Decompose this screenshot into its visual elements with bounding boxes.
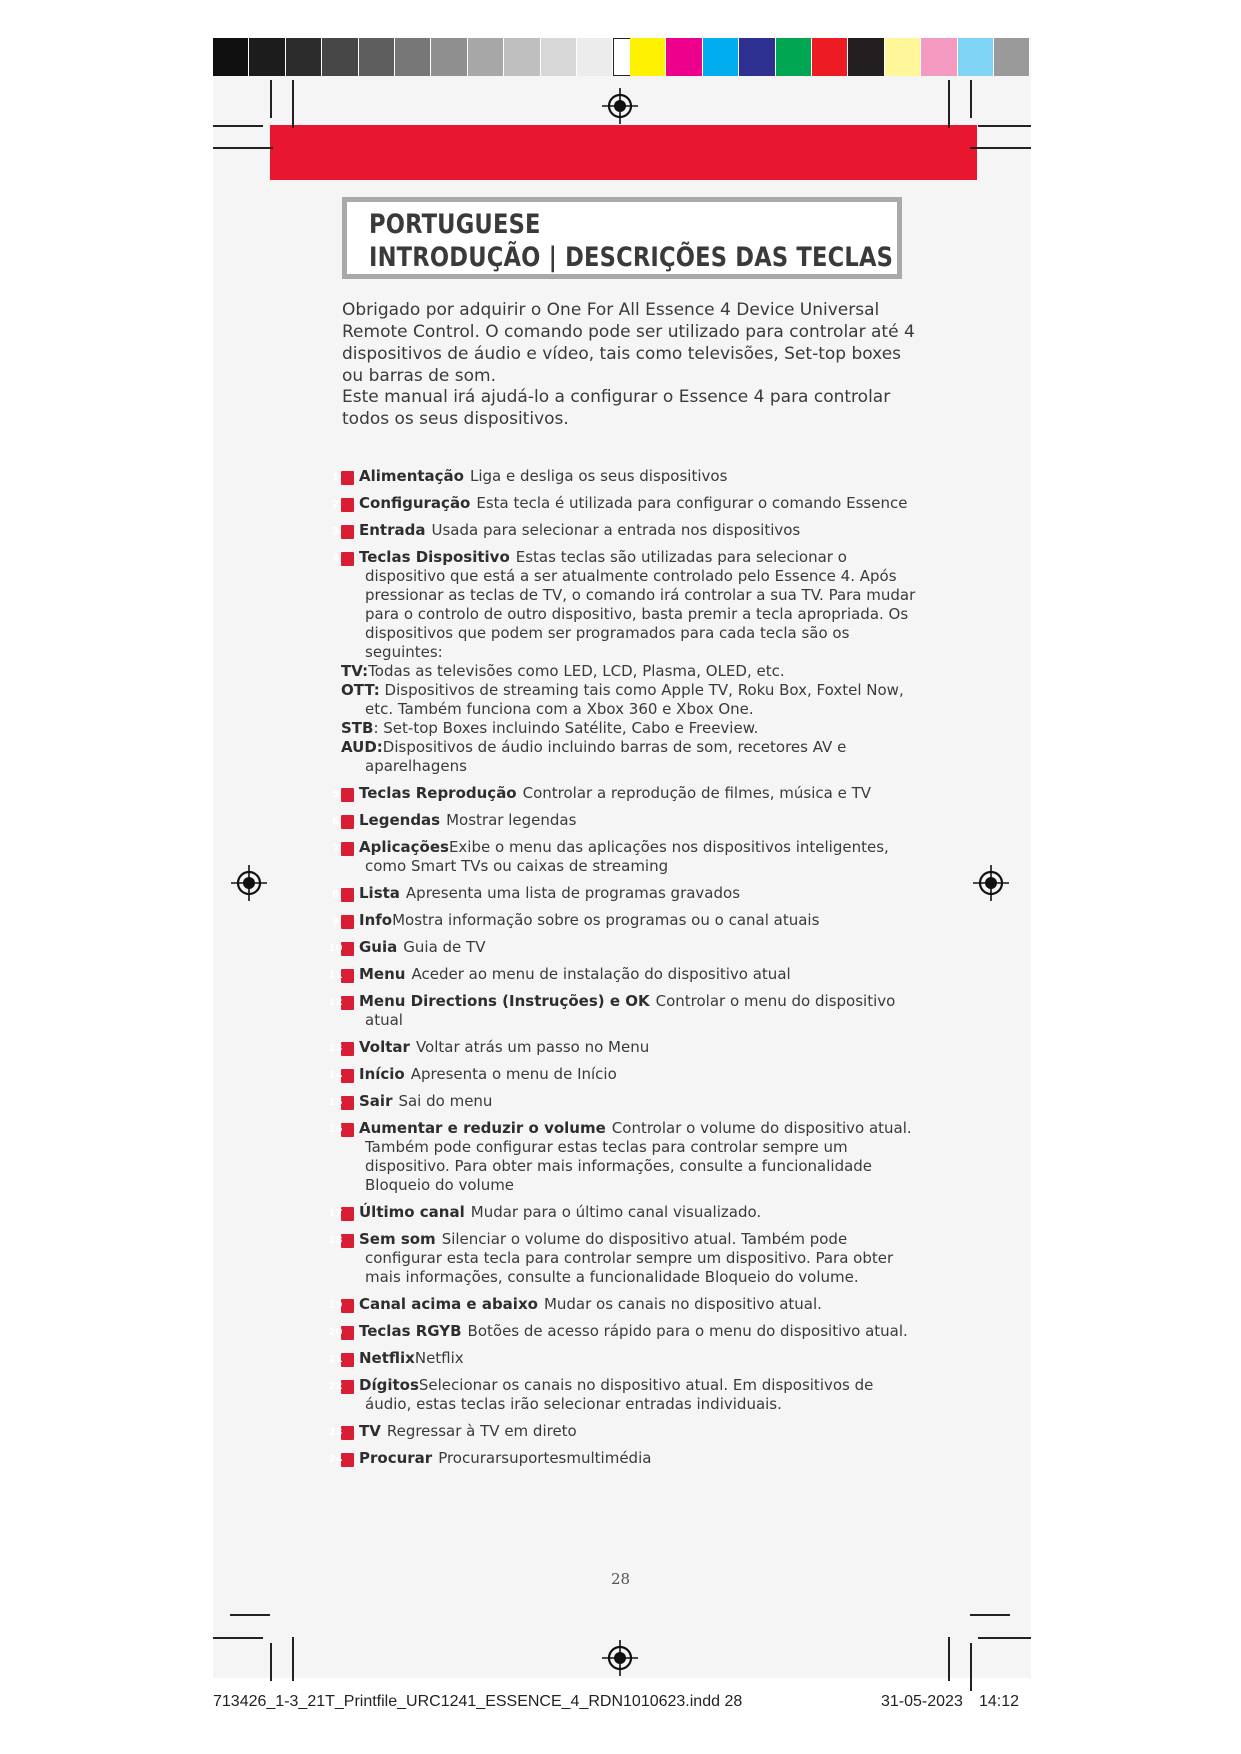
key-description-item <box>332 811 921 830</box>
crop-mark <box>213 1637 263 1639</box>
crop-mark <box>292 80 294 128</box>
key-descriptions-list <box>328 467 921 1476</box>
device-type-label: OTT: <box>341 681 380 699</box>
key-description-item <box>332 521 921 540</box>
item-number-badge: 9 <box>341 915 354 929</box>
key-label: Menu <box>359 965 406 983</box>
key-description-item <box>332 884 921 903</box>
item-number-badge: 4 <box>341 552 354 566</box>
color-swatch <box>630 38 666 76</box>
color-swatch <box>286 38 322 76</box>
device-type-text: Dispositivos de áudio incluindo barras de som, recetores AV e aparelhagens <box>365 738 847 775</box>
device-type-text: Dispositivos de streaming tais como Apple TV, Roku Box, Foxtel Now, etc. Também funciona com a Xbox 360 e Xbox One. <box>365 681 904 718</box>
key-label: Sem som <box>359 1230 436 1248</box>
color-swatch <box>885 38 921 76</box>
item-number-badge: 7 <box>341 842 354 856</box>
key-description: Exibe o menu das aplicações nos dispositivos inteligentes, como Smart TVs ou caixas de streaming <box>365 838 889 875</box>
key-description-item <box>328 1203 921 1222</box>
key-description-item <box>328 1230 921 1287</box>
gray-calibration-bar <box>213 38 650 76</box>
item-number-badge: 16 <box>341 1123 354 1137</box>
color-swatch <box>213 38 249 76</box>
red-header-band <box>270 125 977 180</box>
key-description: Aceder ao menu de instalação do dispositivo atual <box>411 965 791 983</box>
color-swatch <box>921 38 957 76</box>
registration-mark-icon <box>602 1640 638 1676</box>
key-label: Canal acima e abaixo <box>359 1295 538 1313</box>
title-box <box>342 197 902 279</box>
crop-mark <box>270 1643 272 1681</box>
key-description-item <box>328 1322 921 1341</box>
key-description: Botões de acesso rápido para o menu do dispositivo atual. <box>467 1322 908 1340</box>
key-label: Entrada <box>359 521 426 539</box>
key-label: Lista <box>359 884 400 902</box>
key-label: Info <box>359 911 393 929</box>
device-type-text: Todas as televisões como LED, LCD, Plasma, OLED, etc. <box>368 662 785 680</box>
color-swatch <box>994 38 1030 76</box>
key-description-item <box>328 1376 921 1414</box>
device-type-text: : Set-top Boxes incluindo Satélite, Cabo e Freeview. <box>373 719 759 737</box>
footer-filename: 713426_1-3_21T_Printfile_URC1241_ESSENCE_4_RDN1010623.indd 28 <box>213 1693 743 1710</box>
item-number-badge: 13 <box>341 1042 354 1056</box>
color-swatch <box>812 38 848 76</box>
device-type-label: TV: <box>341 662 369 680</box>
item-number-badge: 19 <box>341 1299 354 1313</box>
item-number-badge: 12 <box>341 996 354 1010</box>
crop-mark <box>948 80 950 128</box>
key-description: Controlar o menu do dispositivo atual <box>365 992 896 1029</box>
color-swatch <box>577 38 613 76</box>
item-number-badge: 6 <box>341 815 354 829</box>
crop-mark <box>213 125 263 127</box>
key-description-item <box>332 494 921 513</box>
key-description-item <box>332 467 921 486</box>
color-swatch <box>776 38 812 76</box>
key-label: TV <box>359 1422 381 1440</box>
item-number-badge: 20 <box>341 1326 354 1340</box>
color-swatch <box>322 38 358 76</box>
footer-time: 14:12 <box>979 1693 1020 1710</box>
key-description: Procurarsuportesmultimédia <box>438 1449 652 1467</box>
crop-mark <box>292 1637 294 1681</box>
key-label: Configuração <box>359 494 471 512</box>
item-number-badge: 2 <box>341 498 354 512</box>
key-description-item <box>328 1065 921 1084</box>
crop-mark <box>970 1614 1010 1616</box>
key-label: Guia <box>359 938 398 956</box>
crop-mark <box>978 125 1031 127</box>
color-swatch <box>359 38 395 76</box>
key-description: Netflix <box>414 1349 464 1367</box>
item-number-badge: 17 <box>341 1207 354 1221</box>
key-label: Aplicações <box>359 838 449 856</box>
color-swatch <box>431 38 467 76</box>
key-label: Alimentação <box>359 467 464 485</box>
key-label: Voltar <box>359 1038 410 1056</box>
key-description: Apresenta o menu de Início <box>410 1065 617 1083</box>
item-number-badge: 5 <box>341 788 354 802</box>
key-description: Liga e desliga os seus dispositivos <box>470 467 728 485</box>
crop-mark <box>270 80 272 118</box>
crop-mark <box>970 80 972 118</box>
key-description-item <box>328 1038 921 1057</box>
key-description: Silenciar o volume do dispositivo atual. Também pode configurar esta tecla para controlar sempre um dispositivo. Para obter mais informações, consulte a funcionalidade Bloqueio do volume. <box>365 1230 894 1286</box>
section-heading: INTRODUÇÃO | DESCRIÇÕES DAS TECLAS <box>369 242 894 273</box>
key-description: Regressar à TV em direto <box>386 1422 577 1440</box>
key-description: Esta tecla é utilizada para configurar o comando Essence <box>476 494 908 512</box>
key-label: Início <box>359 1065 405 1083</box>
key-description: Sai do menu <box>398 1092 493 1110</box>
key-label: Procurar <box>359 1449 433 1467</box>
key-description: Usada para selecionar a entrada nos dispositivos <box>431 521 801 539</box>
item-number-badge: 18 <box>341 1234 354 1248</box>
item-number-badge: 1 <box>341 471 354 485</box>
item-number-badge: 14 <box>341 1069 354 1083</box>
crop-mark <box>970 147 1031 149</box>
item-number-badge: 11 <box>341 969 354 983</box>
key-description-item <box>328 1422 921 1441</box>
device-type-label: AUD: <box>341 738 383 756</box>
key-label: Netflix <box>359 1349 415 1367</box>
key-description: Mostra informação sobre os programas ou o canal atuais <box>392 911 820 929</box>
color-swatch <box>468 38 504 76</box>
crop-mark <box>230 1614 270 1616</box>
key-label: Aumentar e reduzir o volume <box>359 1119 606 1137</box>
item-number-badge: 23 <box>341 1426 354 1440</box>
key-label: Teclas Dispositivo <box>359 548 510 566</box>
key-description: Mostrar legendas <box>446 811 577 829</box>
key-description: Apresenta uma lista de programas gravados <box>405 884 741 902</box>
key-description-item <box>332 548 921 776</box>
color-swatch <box>541 38 577 76</box>
key-description: Mudar os canais no dispositivo atual. <box>543 1295 822 1313</box>
key-description-item <box>332 838 921 876</box>
color-swatch <box>958 38 994 76</box>
key-label: Dígitos <box>359 1376 419 1394</box>
key-description-item <box>328 1119 921 1195</box>
key-description-item <box>328 1349 921 1368</box>
item-number-badge: 21 <box>341 1353 354 1367</box>
item-number-badge: 15 <box>341 1096 354 1110</box>
key-description-item <box>328 1295 921 1314</box>
item-number-badge: 22 <box>341 1380 354 1394</box>
footer-date: 31-05-2023 <box>881 1693 963 1710</box>
color-swatch <box>504 38 540 76</box>
color-swatch <box>395 38 431 76</box>
color-swatch <box>703 38 739 76</box>
item-number-badge: 3 <box>341 525 354 539</box>
registration-mark-icon <box>602 88 638 124</box>
color-swatch <box>739 38 775 76</box>
intro-paragraph: Este manual irá ajudá-lo a configurar o Essence 4 para controlar todos os seus dispositivos. <box>342 387 891 429</box>
key-description: Estas teclas são utilizadas para selecionar o dispositivo que está a ser atualmente controlado pelo Essence 4. Após pressionar as teclas de TV, o comando irá controlar a sua TV. Para mudar para o controlo de outro dispositivo, basta premir a tecla apropriada. Os dispositivos que podem ser programados para cada tecla são os seguintes: <box>365 548 916 661</box>
key-description: Controlar o volume do dispositivo atual. Também pode configurar estas teclas para controlar sempre um dispositivo. Para obter mais informações, consulte a funcionalidade Bloqueio do volume <box>365 1119 912 1194</box>
color-swatch <box>249 38 285 76</box>
key-description: Voltar atrás um passo no Menu <box>415 1038 650 1056</box>
page-number: 28 <box>610 1570 631 1588</box>
registration-mark-icon <box>973 865 1009 901</box>
key-description-item <box>328 1092 921 1111</box>
item-number-badge: 8 <box>341 888 354 902</box>
item-number-badge: 24 <box>341 1453 354 1467</box>
registration-mark-icon <box>231 865 267 901</box>
key-label: Menu Directions (Instruções) e OK <box>359 992 650 1010</box>
crop-mark <box>213 147 273 149</box>
key-label: Legendas <box>359 811 441 829</box>
key-description-item <box>328 992 921 1030</box>
crop-mark <box>978 1637 1031 1639</box>
key-description-item <box>328 938 921 957</box>
key-description: Selecionar os canais no dispositivo atual. Em dispositivos de áudio, estas teclas irão selecionar entradas individuais. <box>365 1376 874 1413</box>
key-description-item <box>332 784 921 803</box>
key-description-item <box>328 1449 921 1468</box>
color-calibration-bar <box>630 38 1030 76</box>
crop-mark <box>970 1643 972 1691</box>
key-description-item <box>328 965 921 984</box>
device-type-label: STB <box>341 719 374 737</box>
key-label: Teclas RGYB <box>359 1322 462 1340</box>
key-description: Controlar a reprodução de filmes, música e TV <box>522 784 872 802</box>
key-label: Último canal <box>359 1203 465 1221</box>
item-number-badge: 10 <box>341 942 354 956</box>
key-description: Mudar para o último canal visualizado. <box>470 1203 762 1221</box>
key-label: Sair <box>359 1092 393 1110</box>
color-swatch <box>848 38 884 76</box>
key-description: Guia de TV <box>403 938 486 956</box>
crop-mark <box>948 1637 950 1681</box>
key-description-item <box>332 911 921 930</box>
key-label: Teclas Reprodução <box>359 784 517 802</box>
language-heading: PORTUGUESE <box>369 209 541 240</box>
color-swatch <box>666 38 702 76</box>
intro-paragraph: Obrigado por adquirir o One For All Essence 4 Device Universal Remote Control. O comando pode ser utilizado para controlar até 4 dispositivos de áudio e vídeo, tais como televisões, Set-top boxes ou barras de som. <box>342 300 915 386</box>
